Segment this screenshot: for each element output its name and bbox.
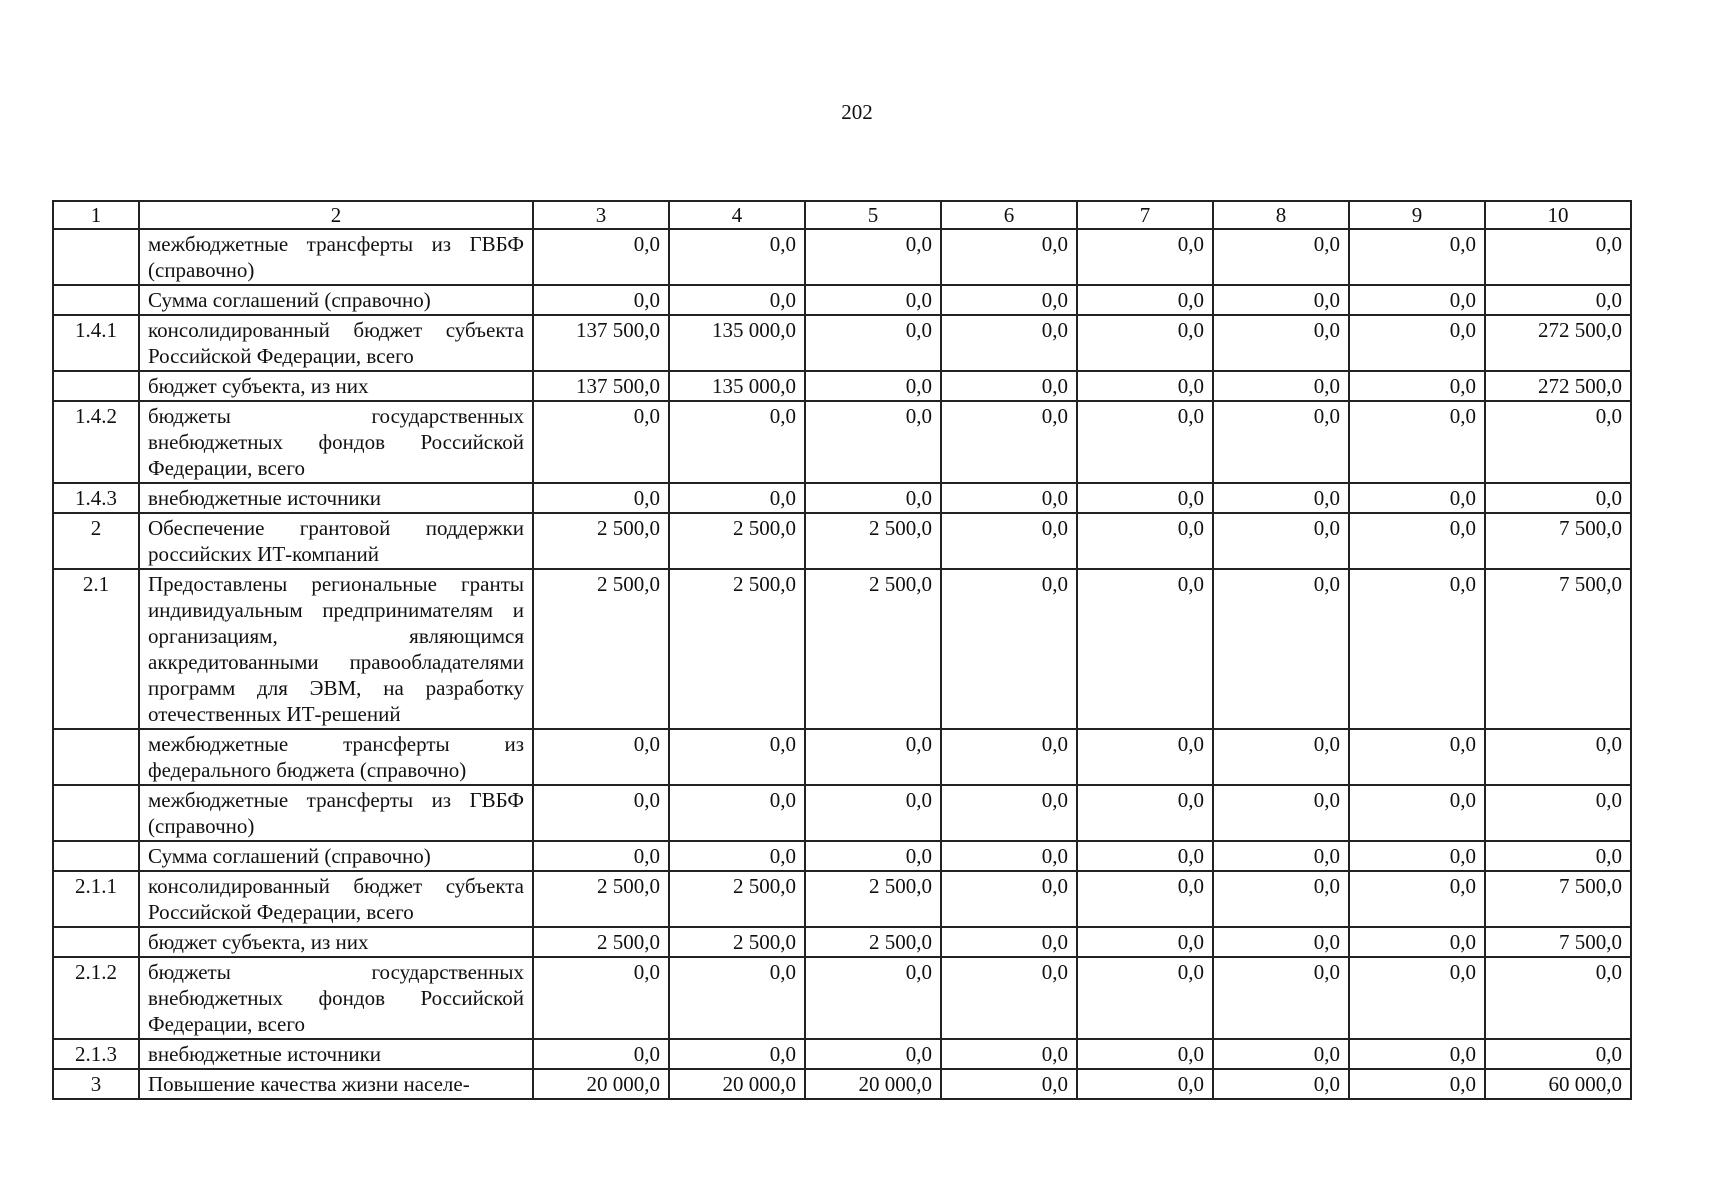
- row-code: 2.1: [53, 569, 139, 729]
- row-description: внебюджетные источники: [139, 1039, 533, 1069]
- value-cell: 0,0: [1349, 785, 1485, 841]
- table-row: [53, 1069, 1631, 1099]
- value-cell: 0,0: [941, 569, 1077, 729]
- value-cell: 0,0: [533, 483, 669, 513]
- value-cell: 2 500,0: [533, 871, 669, 927]
- value-cell: 0,0: [1349, 483, 1485, 513]
- value-cell: 0,0: [533, 1039, 669, 1069]
- value-cell: 0,0: [1485, 1039, 1631, 1069]
- value-cell: 0,0: [1213, 371, 1349, 401]
- row-description: бюджет субъекта, из них: [139, 371, 533, 401]
- value-cell: 0,0: [941, 315, 1077, 371]
- value-cell: 0,0: [1349, 1039, 1485, 1069]
- value-cell: 0,0: [1213, 841, 1349, 871]
- row-description: межбюджетные трансферты из ГВБФ (справочно): [139, 229, 533, 285]
- value-cell: 0,0: [1349, 285, 1485, 315]
- value-cell: 0,0: [1213, 871, 1349, 927]
- value-cell: 0,0: [1349, 1069, 1485, 1099]
- value-cell: 0,0: [805, 315, 941, 371]
- value-cell: 2 500,0: [805, 513, 941, 569]
- value-cell: 0,0: [1077, 841, 1213, 871]
- value-cell: 0,0: [941, 785, 1077, 841]
- header-row: [53, 201, 1631, 229]
- value-cell: 0,0: [941, 927, 1077, 957]
- row-code: 2.1.2: [53, 957, 139, 1039]
- column-header: 2: [139, 201, 533, 229]
- value-cell: 7 500,0: [1485, 871, 1631, 927]
- value-cell: 0,0: [1485, 785, 1631, 841]
- value-cell: 2 500,0: [533, 569, 669, 729]
- value-cell: 0,0: [941, 401, 1077, 483]
- budget-table: [52, 200, 1632, 1100]
- row-code: 3: [53, 1069, 139, 1099]
- value-cell: 0,0: [1485, 285, 1631, 315]
- value-cell: 0,0: [1077, 315, 1213, 371]
- value-cell: 0,0: [1349, 841, 1485, 871]
- value-cell: 2 500,0: [805, 927, 941, 957]
- value-cell: 0,0: [805, 371, 941, 401]
- value-cell: 0,0: [1485, 957, 1631, 1039]
- value-cell: 0,0: [533, 401, 669, 483]
- value-cell: 272 500,0: [1485, 315, 1631, 371]
- value-cell: 0,0: [669, 1039, 805, 1069]
- table-row: [53, 229, 1631, 285]
- value-cell: 0,0: [1077, 729, 1213, 785]
- value-cell: 0,0: [805, 785, 941, 841]
- value-cell: 0,0: [941, 371, 1077, 401]
- row-code: [53, 371, 139, 401]
- value-cell: 0,0: [1077, 285, 1213, 315]
- value-cell: 0,0: [1213, 229, 1349, 285]
- table-row: [53, 315, 1631, 371]
- value-cell: 60 000,0: [1485, 1069, 1631, 1099]
- row-code: [53, 229, 139, 285]
- value-cell: 0,0: [1077, 371, 1213, 401]
- value-cell: 0,0: [1077, 513, 1213, 569]
- value-cell: 20 000,0: [533, 1069, 669, 1099]
- value-cell: 0,0: [669, 729, 805, 785]
- column-header: 7: [1077, 201, 1213, 229]
- value-cell: 0,0: [669, 401, 805, 483]
- value-cell: 0,0: [805, 229, 941, 285]
- row-description: межбюджетные трансферты из ГВБФ (справочно): [139, 785, 533, 841]
- value-cell: 2 500,0: [669, 569, 805, 729]
- value-cell: 0,0: [1349, 513, 1485, 569]
- value-cell: 272 500,0: [1485, 371, 1631, 401]
- value-cell: 0,0: [805, 1039, 941, 1069]
- table-row: [53, 483, 1631, 513]
- column-header: 4: [669, 201, 805, 229]
- table-row: [53, 729, 1631, 785]
- value-cell: 137 500,0: [533, 315, 669, 371]
- value-cell: 0,0: [1213, 957, 1349, 1039]
- table-row: [53, 371, 1631, 401]
- row-code: 2: [53, 513, 139, 569]
- row-description: Обеспечение грантовой поддержки российских ИТ-компаний: [139, 513, 533, 569]
- value-cell: 0,0: [1213, 1069, 1349, 1099]
- value-cell: 0,0: [1077, 1069, 1213, 1099]
- column-header: 3: [533, 201, 669, 229]
- value-cell: 0,0: [1077, 927, 1213, 957]
- value-cell: 7 500,0: [1485, 927, 1631, 957]
- value-cell: 0,0: [669, 229, 805, 285]
- table-row: [53, 569, 1631, 729]
- value-cell: 0,0: [1077, 569, 1213, 729]
- row-code: 1.4.2: [53, 401, 139, 483]
- table-row: [53, 401, 1631, 483]
- column-header: 6: [941, 201, 1077, 229]
- row-description: консолидированный бюджет субъекта Российской Федерации, всего: [139, 871, 533, 927]
- value-cell: 0,0: [941, 285, 1077, 315]
- value-cell: 0,0: [1213, 927, 1349, 957]
- value-cell: 20 000,0: [805, 1069, 941, 1099]
- value-cell: 0,0: [1213, 315, 1349, 371]
- value-cell: 0,0: [533, 729, 669, 785]
- value-cell: 0,0: [1077, 483, 1213, 513]
- table-row: [53, 285, 1631, 315]
- value-cell: 0,0: [805, 729, 941, 785]
- row-code: [53, 785, 139, 841]
- value-cell: 0,0: [1349, 957, 1485, 1039]
- value-cell: 0,0: [1213, 569, 1349, 729]
- value-cell: 0,0: [533, 785, 669, 841]
- value-cell: 2 500,0: [669, 871, 805, 927]
- value-cell: 2 500,0: [533, 513, 669, 569]
- value-cell: 2 500,0: [533, 927, 669, 957]
- row-description: Предоставлены региональные гранты индивидуальным предпринимателям и организациям, являющимся аккредитованными правообладателями программ для ЭВМ, на разработку отечественных ИТ-решений: [139, 569, 533, 729]
- value-cell: 0,0: [941, 483, 1077, 513]
- table-row: [53, 957, 1631, 1039]
- value-cell: 0,0: [1349, 401, 1485, 483]
- row-description: Повышение качества жизни населе-: [139, 1069, 533, 1099]
- row-code: 2.1.3: [53, 1039, 139, 1069]
- value-cell: 0,0: [1485, 841, 1631, 871]
- value-cell: 0,0: [533, 229, 669, 285]
- value-cell: 2 500,0: [669, 513, 805, 569]
- row-code: [53, 841, 139, 871]
- row-description: внебюджетные источники: [139, 483, 533, 513]
- value-cell: 0,0: [941, 841, 1077, 871]
- table-row: [53, 871, 1631, 927]
- page-number: 202: [841, 100, 873, 124]
- value-cell: 0,0: [941, 871, 1077, 927]
- value-cell: 0,0: [1077, 871, 1213, 927]
- value-cell: 0,0: [941, 1039, 1077, 1069]
- value-cell: 0,0: [1213, 401, 1349, 483]
- row-code: [53, 285, 139, 315]
- value-cell: 0,0: [805, 841, 941, 871]
- value-cell: 135 000,0: [669, 371, 805, 401]
- value-cell: 0,0: [1349, 315, 1485, 371]
- value-cell: 0,0: [941, 1069, 1077, 1099]
- row-code: 2.1.1: [53, 871, 139, 927]
- value-cell: 0,0: [1077, 1039, 1213, 1069]
- value-cell: 0,0: [669, 785, 805, 841]
- row-description: бюджеты государственных внебюджетных фондов Российской Федерации, всего: [139, 401, 533, 483]
- value-cell: 0,0: [941, 957, 1077, 1039]
- value-cell: 0,0: [1077, 957, 1213, 1039]
- column-header: 8: [1213, 201, 1349, 229]
- table-row: [53, 841, 1631, 871]
- value-cell: 0,0: [669, 285, 805, 315]
- value-cell: 0,0: [805, 957, 941, 1039]
- value-cell: 0,0: [1349, 371, 1485, 401]
- value-cell: 0,0: [1485, 729, 1631, 785]
- row-description: консолидированный бюджет субъекта Российской Федерации, всего: [139, 315, 533, 371]
- value-cell: 0,0: [805, 483, 941, 513]
- column-header: 9: [1349, 201, 1485, 229]
- table-row: [53, 1039, 1631, 1069]
- value-cell: 0,0: [1213, 483, 1349, 513]
- row-description: Сумма соглашений (справочно): [139, 285, 533, 315]
- value-cell: 0,0: [533, 841, 669, 871]
- value-cell: 2 500,0: [805, 871, 941, 927]
- value-cell: 0,0: [1213, 785, 1349, 841]
- value-cell: 0,0: [1349, 229, 1485, 285]
- value-cell: 0,0: [669, 483, 805, 513]
- column-header: 1: [53, 201, 139, 229]
- value-cell: 0,0: [1213, 729, 1349, 785]
- value-cell: 0,0: [1077, 229, 1213, 285]
- value-cell: 0,0: [1213, 513, 1349, 569]
- value-cell: 0,0: [1077, 785, 1213, 841]
- column-header: 5: [805, 201, 941, 229]
- value-cell: 0,0: [1485, 483, 1631, 513]
- value-cell: 0,0: [1349, 729, 1485, 785]
- value-cell: 0,0: [941, 513, 1077, 569]
- value-cell: 7 500,0: [1485, 513, 1631, 569]
- column-header: 10: [1485, 201, 1631, 229]
- value-cell: 2 500,0: [669, 927, 805, 957]
- row-description: межбюджетные трансферты из федерального бюджета (справочно): [139, 729, 533, 785]
- value-cell: 0,0: [1485, 229, 1631, 285]
- value-cell: 0,0: [1485, 401, 1631, 483]
- value-cell: 137 500,0: [533, 371, 669, 401]
- value-cell: 2 500,0: [805, 569, 941, 729]
- table-row: [53, 785, 1631, 841]
- value-cell: 0,0: [805, 285, 941, 315]
- row-description: бюджеты государственных внебюджетных фондов Российской Федерации, всего: [139, 957, 533, 1039]
- row-code: 1.4.1: [53, 315, 139, 371]
- value-cell: 0,0: [1213, 1039, 1349, 1069]
- table-row: [53, 513, 1631, 569]
- row-code: [53, 927, 139, 957]
- value-cell: 0,0: [1077, 401, 1213, 483]
- value-cell: 0,0: [1349, 871, 1485, 927]
- value-cell: 0,0: [1213, 285, 1349, 315]
- value-cell: 0,0: [1349, 569, 1485, 729]
- row-code: [53, 729, 139, 785]
- value-cell: 7 500,0: [1485, 569, 1631, 729]
- value-cell: 0,0: [941, 729, 1077, 785]
- value-cell: 0,0: [533, 957, 669, 1039]
- value-cell: 0,0: [533, 285, 669, 315]
- value-cell: 20 000,0: [669, 1069, 805, 1099]
- row-description: бюджет субъекта, из них: [139, 927, 533, 957]
- table-row: [53, 927, 1631, 957]
- row-description: Сумма соглашений (справочно): [139, 841, 533, 871]
- value-cell: 0,0: [805, 401, 941, 483]
- row-code: 1.4.3: [53, 483, 139, 513]
- value-cell: 0,0: [669, 957, 805, 1039]
- value-cell: 135 000,0: [669, 315, 805, 371]
- value-cell: 0,0: [941, 229, 1077, 285]
- value-cell: 0,0: [1349, 927, 1485, 957]
- value-cell: 0,0: [669, 841, 805, 871]
